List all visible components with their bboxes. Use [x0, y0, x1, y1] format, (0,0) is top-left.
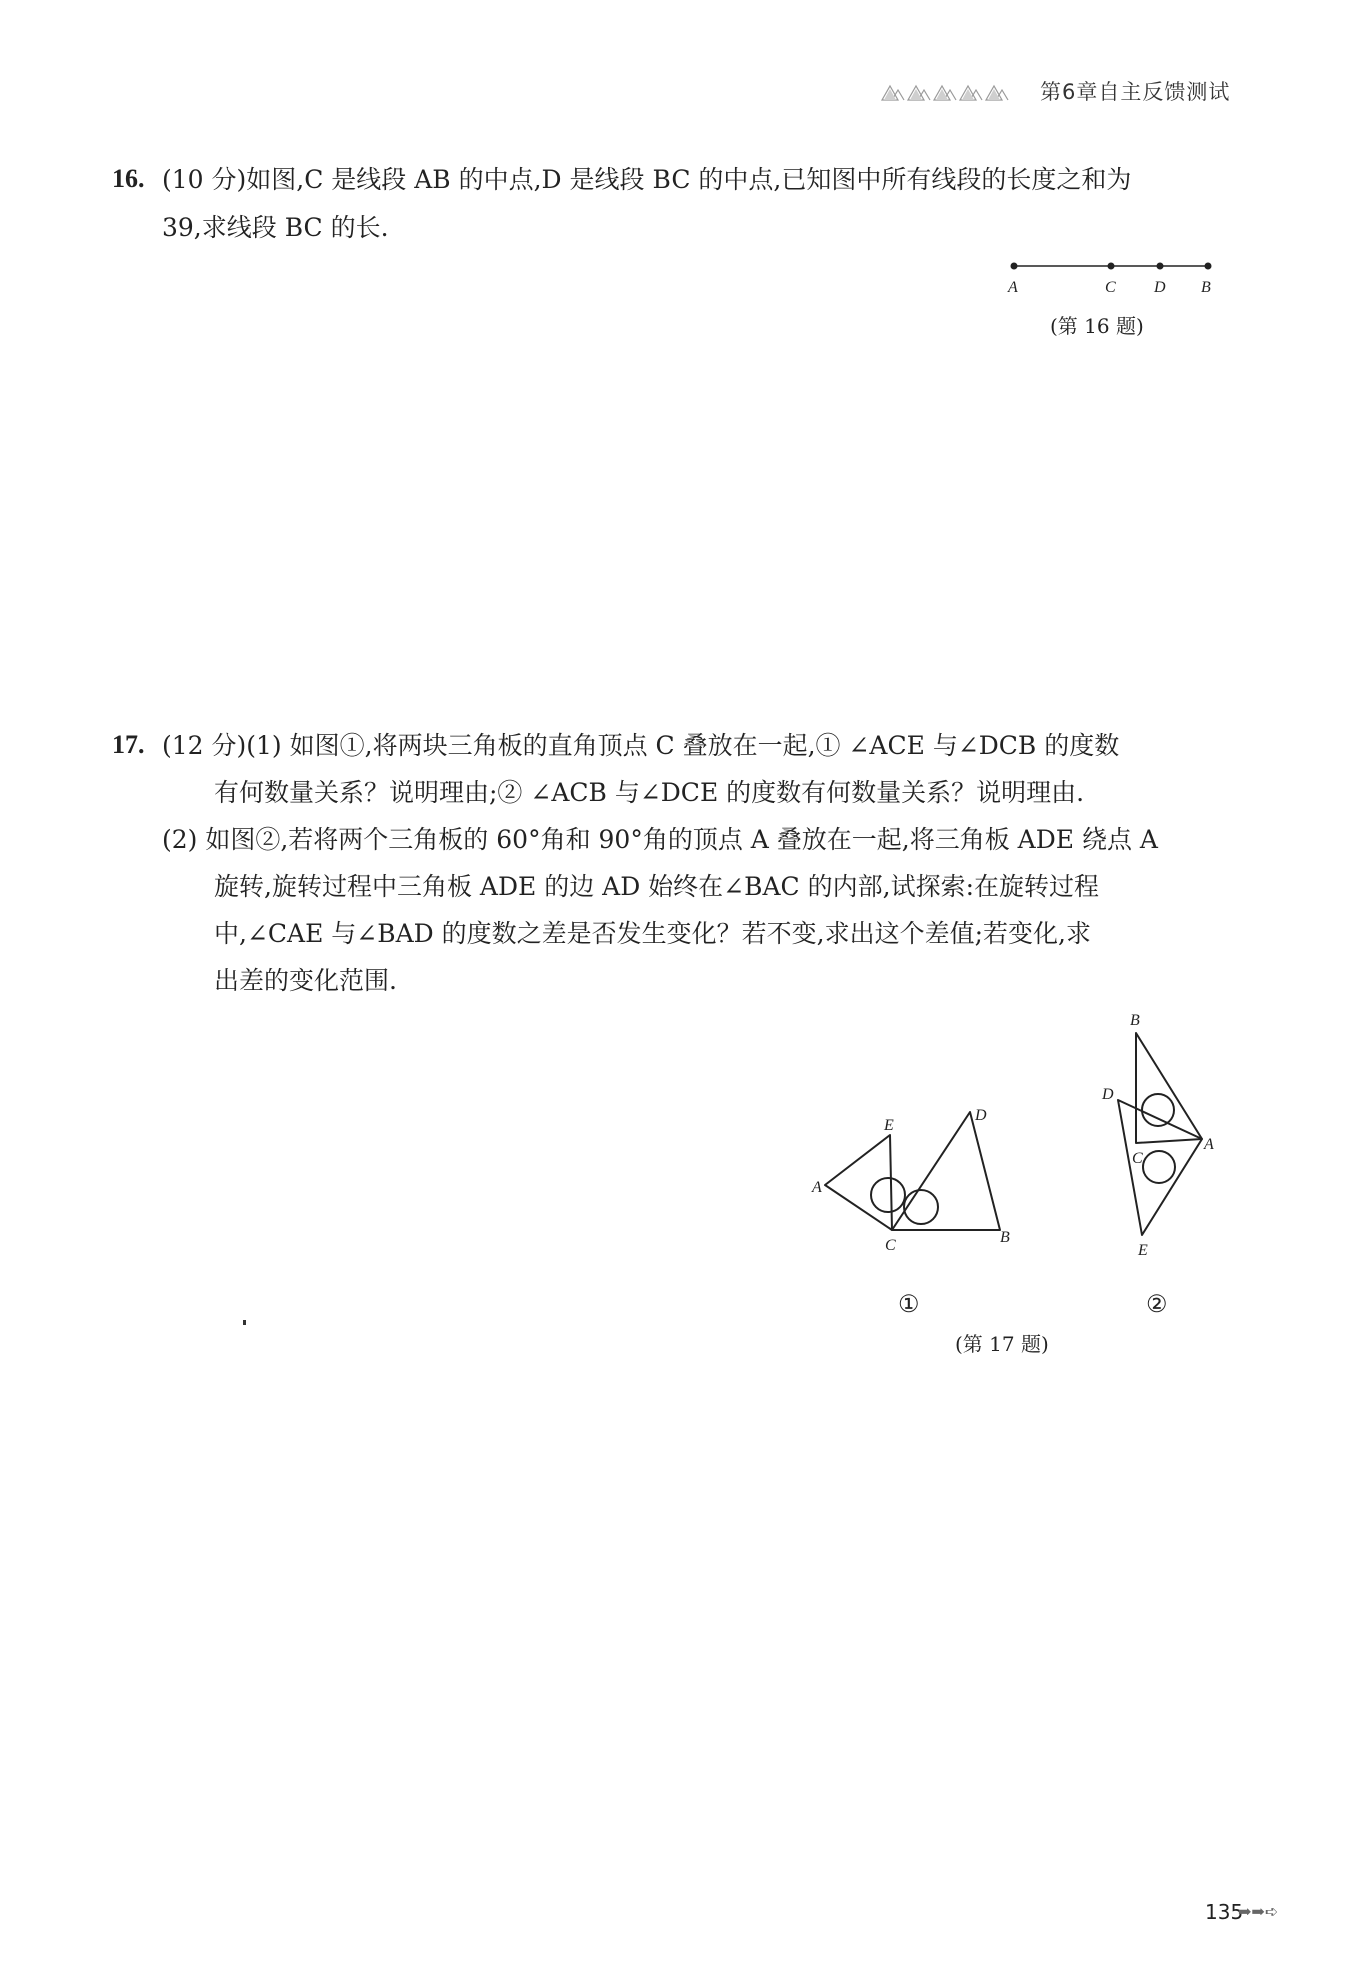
label-b: B	[1000, 1229, 1010, 1246]
segment-figure-16	[990, 250, 1230, 300]
figure-17-1-marker: ①	[898, 1290, 920, 1318]
label-c: C	[1132, 1150, 1143, 1167]
question-17-part2-line3: 中,∠CAE 与∠BAD 的度数之差是否发生变化？若不变,求出这个差值;若变化,求	[214, 919, 1091, 948]
triangle-figure-17-2	[1090, 1005, 1230, 1265]
triangle-hole-top	[1142, 1094, 1174, 1126]
label-a: A	[1008, 279, 1018, 296]
chapter-header-title: 第6章自主反馈测试	[1040, 80, 1231, 104]
page-number: 135	[1205, 1900, 1244, 1924]
print-speck	[243, 1320, 246, 1325]
label-a: A	[1204, 1136, 1214, 1153]
question-17-part2-line2: 旋转,旋转过程中三角板 ADE 的边 AD 始终在∠BAC 的内部,试探索:在旋转过程	[214, 872, 1099, 901]
triangle-hole-left	[871, 1178, 905, 1212]
point-d-dot	[1157, 263, 1164, 270]
label-b: B	[1130, 1012, 1140, 1029]
figure-17-caption: (第 17 题)	[955, 1332, 1049, 1356]
question-17-part1-line1: (12 分)(1) 如图①,将两块三角板的直角顶点 C 叠放在一起,① ∠ACE 与∠DCB 的度数	[162, 731, 1120, 760]
triangle-hole-right	[904, 1190, 938, 1224]
label-b: B	[1201, 279, 1211, 296]
question-17-part2-line4: 出差的变化范围.	[214, 966, 397, 995]
question-17-part2-line1: (2) 如图②,若将两个三角板的 60°角和 90°角的顶点 A 叠放在一起,将三角板 ADE 绕点 A	[162, 825, 1158, 854]
question-17-number: 17.	[112, 730, 145, 759]
question-16-text-line2: 39,求线段 BC 的长.	[162, 213, 389, 242]
label-d: D	[1154, 279, 1166, 296]
triangle-bac	[1136, 1033, 1202, 1143]
arrow-right-icon: ➡➡➪	[1238, 1902, 1279, 1921]
point-a-dot	[1011, 263, 1018, 270]
label-c: C	[885, 1237, 896, 1254]
triangle-ace	[825, 1135, 892, 1230]
figure-17-2-marker: ②	[1146, 1290, 1168, 1318]
label-e: E	[1138, 1242, 1148, 1259]
question-17-part1-line2: 有何数量关系？说明理由;② ∠ACB 与∠DCE 的度数有何数量关系？说明理由.	[214, 778, 1085, 807]
label-d: D	[1102, 1086, 1114, 1103]
label-a: A	[812, 1179, 822, 1196]
label-d: D	[975, 1107, 987, 1124]
label-e: E	[884, 1117, 894, 1134]
triangle-figure-17-1	[800, 1100, 1030, 1270]
figure-16-caption: (第 16 题)	[1050, 314, 1144, 338]
point-b-dot	[1205, 263, 1212, 270]
point-c-dot	[1108, 263, 1115, 270]
question-16-number: 16.	[112, 164, 145, 193]
label-c: C	[1105, 279, 1116, 296]
mountain-triangles-icon	[880, 80, 1012, 102]
question-16-text-line1: (10 分)如图,C 是线段 AB 的中点,D 是线段 BC 的中点,已知图中所有线段的长度之和为	[162, 165, 1132, 194]
triangle-hole-bottom	[1143, 1151, 1175, 1183]
triangle-dcb	[892, 1112, 1000, 1230]
